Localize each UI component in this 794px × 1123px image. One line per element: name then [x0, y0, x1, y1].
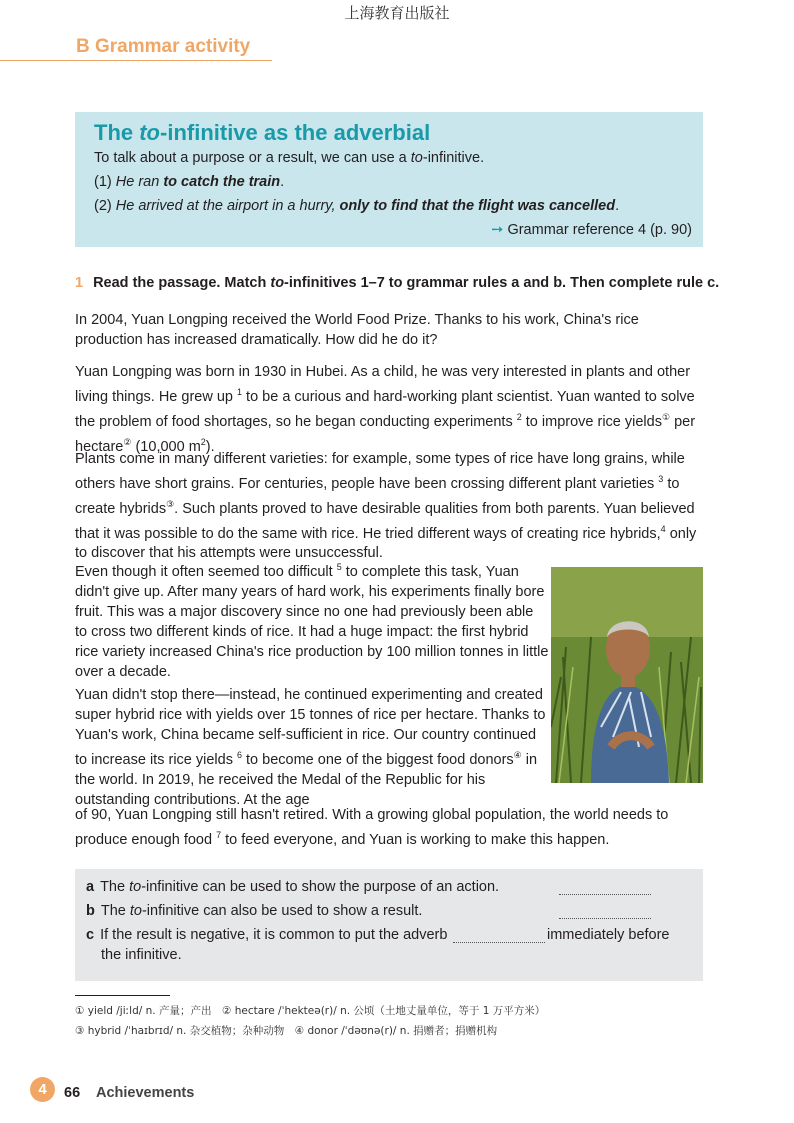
marker-1: 1: [237, 387, 243, 397]
grammar-example-2: (2) He arrived at the airport in a hurry, only to find that the flight was cancelled.: [94, 198, 620, 214]
marker-2: 2: [516, 411, 522, 422]
footnote-line-1: ① yield /jiːld/ n. 产量；产出 ② hectare /ˈhekteə(r)/ n. 公顷（土地丈量单位，等于 1 万平方米）: [75, 1005, 546, 1017]
marker-5: 5: [336, 562, 342, 572]
footnote-line-2: ③ hybrid /ˈhaɪbrɪd/ n. 杂交植物；杂种动物 ④ donor /ˈdəʊnə(r)/ n. 捐赠者；捐赠机构: [75, 1025, 498, 1037]
rule-c: c If the result is negative, it is common to put the adverb: [86, 927, 448, 943]
passage-paragraph-5: Yuan didn't stop there—instead, he continued experimenting and created super hybrid rice with yields over 15 tonnes of rice per hectare. Thanks to Yuan's work, China became self-sufficient in rice. Our country continued to increase its rice yields $^6$ to become one of the biggest food donors④ in the world. In 2019, he received the Medal of the Republic for his outstanding contributions. At the age: [75, 687, 546, 808]
passage-paragraph-2: Yuan Longping was born in 1930 in Hubei. As a child, he was very interested in plants and other living things. He grew up $^1$ to be a curious and hard-working plant scientist. Yuan wanted to solve the problem of food shortages, so he began conducting experiments $^2$ to improve rice yields① per hectare② (10,000 $m^2$).: [75, 364, 696, 455]
section-divider: [0, 60, 272, 61]
grammar-box-title: The to-infinitive as the adverbial: [94, 120, 431, 145]
unit-number-badge: 4: [30, 1077, 55, 1102]
unit-title: Achievements: [96, 1085, 195, 1101]
marker-6: 6: [236, 750, 242, 760]
passage-paragraph-1: In 2004, Yuan Longping received the World Food Prize. Thanks to his work, China's rice production has increased dramatically. How did he do it?: [75, 312, 639, 348]
page-number: 66: [64, 1085, 81, 1101]
task-instruction: 1 Read the passage. Match to-infinitives 1–7 to grammar rules a and b. Then complete rule c.: [75, 275, 720, 291]
publisher-header: 上海教育出版社: [344, 4, 450, 22]
marker-3: 3: [658, 474, 664, 484]
grammar-reference-link[interactable]: ➙ Grammar reference 4 (p. 90): [491, 222, 692, 238]
rule-b: b The to-infinitive can also be used to show a result.: [86, 903, 423, 919]
passage-paragraph-5-end: of 90, Yuan Longping still hasn't retired. With a growing global population, the world needs to produce enough food $^7$ to feed everyone, and Yuan is working to make this happen.: [75, 807, 669, 848]
yuan-longping-photo: [551, 567, 703, 783]
passage-paragraph-4: Even though it often seemed too difficult $^5$ to complete this task, Yuan didn't give up. After many years of hard work, his experiments finally bore fruit. This was a major discovery since no one had previously been able to cross two different kinds of rice. It had a huge impact: the first hybrid rice variety increased China's rice production by 100 million tonnes in little over a decade.: [75, 562, 549, 680]
footnote-divider: [75, 995, 170, 996]
grammar-box: [75, 112, 703, 247]
grammar-rules-box: [75, 869, 703, 981]
grammar-intro: To talk about a purpose or a result, we can use a to-infinitive.: [94, 150, 485, 166]
section-title: B Grammar activity: [76, 36, 251, 57]
rule-a-answer-blank[interactable]: [559, 894, 651, 895]
marker-4: 4: [660, 523, 666, 534]
grammar-example-1: (1) He ran to catch the train.: [94, 174, 285, 190]
rule-b-answer-blank[interactable]: [559, 918, 651, 919]
passage-paragraph-3: Plants come in many different varieties: for example, some types of rice have long grains, while others have short grains. For centuries, people have been crossing different plant varieties $^3$ to create hybrids③. Such plants proved to have desirable qualities from both parents. Yuan believed that it was possible to do the same with rice. He tried different ways of creating rice hybrids,$^4$ only to discover that his attempts were unsuccessful.: [75, 451, 697, 562]
rule-c-continued: immediately before: [547, 927, 670, 943]
rule-a: a The to-infinitive can be used to show the purpose of an action.: [86, 879, 500, 895]
rule-c-answer-blank[interactable]: [453, 942, 545, 943]
arrow-right-icon: ➙: [491, 222, 504, 238]
rule-c-line-2: the infinitive.: [101, 947, 182, 963]
marker-7: 7: [216, 830, 222, 840]
